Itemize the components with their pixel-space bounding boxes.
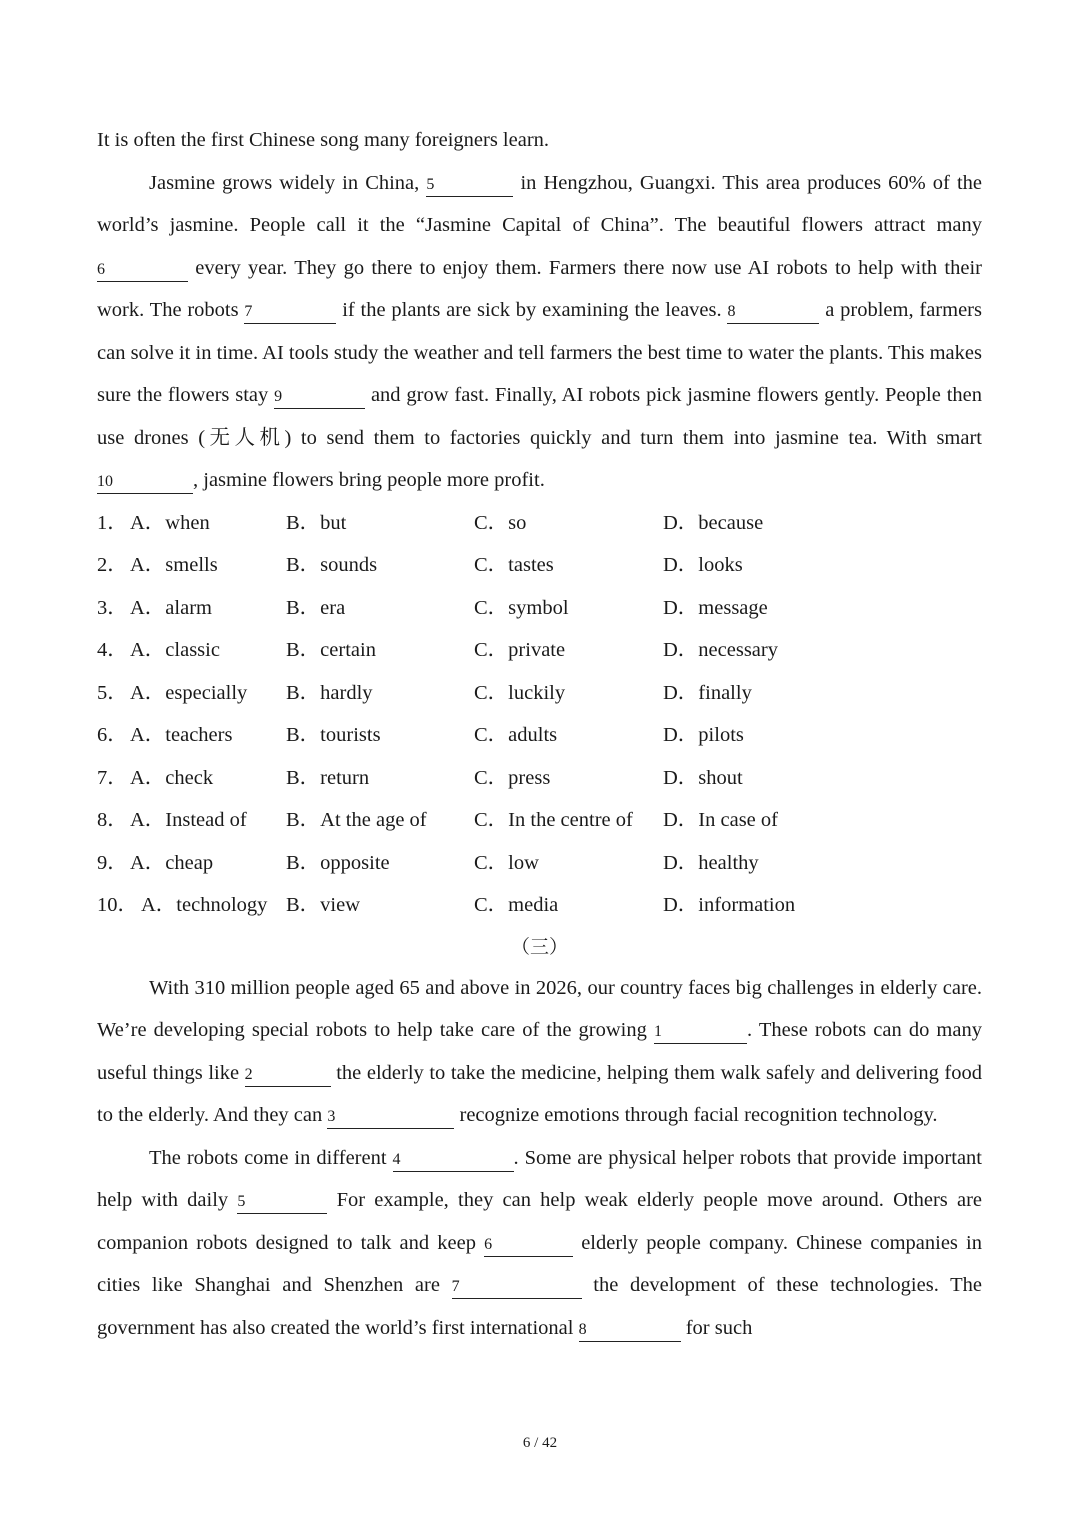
text-run: in Hengzhou, Guangxi. This area produces 60% of the world’s jasmine. People call it the “Jasmine Capital of China”. The beautiful flowers attract many	[97, 171, 982, 236]
option-d: D．In case of	[663, 809, 778, 831]
option-b: B．era	[286, 596, 346, 619]
option-d: D．healthy	[663, 851, 759, 874]
option-b: B．but	[286, 511, 347, 534]
blank-7: 7	[244, 301, 336, 324]
question-row	[97, 757, 982, 800]
option-d: D．necessary	[663, 639, 778, 661]
blank-9: 9	[274, 386, 365, 409]
text-run: the elderly to take the medicine, helping them walk safely and delivering food to the elderly. And they can	[97, 1061, 982, 1126]
option-c: C．media	[474, 894, 559, 916]
question-number: 3．	[97, 596, 128, 619]
option-a: A．technology	[141, 894, 268, 916]
question-row	[97, 629, 982, 672]
option-c: C．low	[474, 851, 539, 874]
question-row	[97, 714, 982, 757]
option-b: B．return	[286, 766, 370, 789]
text-run: The robots come in different	[149, 1146, 393, 1169]
text-run: the development of these technologies. The government has also created the world’s first international	[97, 1274, 982, 1339]
text-run: every year. They go there to enjoy them. Farmers there now use AI robots to help with their work. The robots	[97, 256, 982, 321]
option-b: B．certain	[286, 639, 376, 661]
blank-5: 5	[237, 1191, 327, 1214]
blank-8: 8	[579, 1319, 681, 1342]
blank-4: 4	[393, 1149, 514, 1172]
option-c: C．symbol	[474, 596, 569, 619]
option-d: D．shout	[663, 766, 743, 789]
text-run: a problem, farmers can solve it in time. AI tools study the weather and tell farmers the best time to water the plants. This makes sure the flowers stay	[97, 299, 982, 406]
option-a: A．Instead of	[130, 809, 247, 831]
option-a: A．especially	[130, 681, 248, 704]
question-number: 9．	[97, 851, 128, 874]
option-a: A．check	[130, 766, 214, 789]
text-run: . Some are physical helper robots that provide important help with daily	[97, 1146, 982, 1211]
option-b: B．hardly	[286, 681, 373, 704]
option-c: C．press	[474, 766, 551, 789]
passage-paragraph	[97, 1137, 982, 1350]
text-run: and grow fast. Finally, AI robots pick jasmine flowers gently. People then use drones (无人机) to send them to factories quickly and turn them into jasmine tea. With smart	[97, 384, 982, 449]
option-d: D．message	[663, 596, 768, 619]
question-number: 7．	[97, 766, 128, 789]
page-content	[97, 119, 982, 1349]
option-c: C．adults	[474, 724, 558, 746]
section-heading: （三）	[510, 935, 568, 958]
text-run: . These robots can do many useful things like	[97, 1019, 982, 1084]
option-b: B．tourists	[286, 724, 381, 746]
blank-3: 3	[327, 1106, 454, 1129]
option-d: D．looks	[663, 554, 743, 576]
text-run: For example, they can help weak elderly people move around. Others are companion robots designed to talk and keep	[97, 1189, 982, 1254]
question-row	[97, 502, 982, 545]
text-run: elderly people company. Chinese companies in cities like Shanghai and Shenzhen are	[97, 1231, 982, 1296]
question-number: 1．	[97, 511, 128, 534]
question-number: 2．	[97, 554, 128, 576]
option-d: D．finally	[663, 681, 752, 704]
question-row	[97, 672, 982, 715]
blank-7: 7	[452, 1276, 582, 1299]
question-row	[97, 884, 982, 927]
blank-10: 10	[97, 471, 193, 494]
question-number: 10．	[97, 894, 138, 916]
blank-1: 1	[654, 1021, 747, 1044]
option-a: A．classic	[130, 639, 220, 661]
blank-8: 8	[727, 301, 819, 324]
page-number: 6 / 42	[522, 1435, 558, 1451]
passage-paragraph	[97, 162, 982, 502]
option-a: A．smells	[130, 554, 218, 576]
option-b: B．At the age of	[286, 809, 427, 831]
option-a: A．alarm	[130, 596, 212, 619]
option-c: C．In the centre of	[474, 809, 633, 831]
text-run: With 310 million people aged 65 and above in 2026, our country faces big challenges in elderly care. We’re developing special robots to help take care of the growing	[97, 976, 982, 1041]
question-row	[97, 799, 982, 842]
question-row	[97, 544, 982, 587]
option-c: C．tastes	[474, 554, 554, 576]
option-c: C．luckily	[474, 681, 566, 704]
passage-paragraph	[97, 967, 982, 1137]
question-number: 6．	[97, 724, 128, 746]
blank-2: 2	[245, 1064, 331, 1087]
option-b: B．sounds	[286, 554, 378, 576]
option-b: B．opposite	[286, 851, 390, 874]
question-number: 8．	[97, 809, 128, 831]
text-run: Jasmine grows widely in China,	[149, 171, 427, 194]
passage-line: It is often the first Chinese song many foreigners learn.	[97, 129, 550, 151]
question-row	[97, 842, 982, 885]
text-run: recognize emotions through facial recognition technology.	[454, 1104, 938, 1126]
multiple-choice-list	[97, 502, 982, 927]
option-d: D．information	[663, 894, 796, 916]
option-c: C．private	[474, 639, 566, 661]
option-a: A．teachers	[130, 724, 233, 746]
option-c: C．so	[474, 511, 527, 534]
blank-5: 5	[426, 174, 513, 197]
blank-6: 6	[484, 1234, 573, 1257]
option-b: B．view	[286, 894, 361, 916]
text-run: , jasmine flowers bring people more profit.	[193, 469, 545, 491]
option-a: A．when	[130, 511, 210, 534]
text-run: if the plants are sick by examining the leaves.	[336, 299, 728, 321]
question-row	[97, 587, 982, 630]
blank-6: 6	[97, 259, 188, 282]
option-d: D．pilots	[663, 724, 744, 746]
question-number: 5．	[97, 681, 128, 704]
question-number: 4．	[97, 639, 128, 661]
option-d: D．because	[663, 511, 764, 534]
option-a: A．cheap	[130, 851, 214, 874]
text-run: for such	[680, 1316, 753, 1339]
